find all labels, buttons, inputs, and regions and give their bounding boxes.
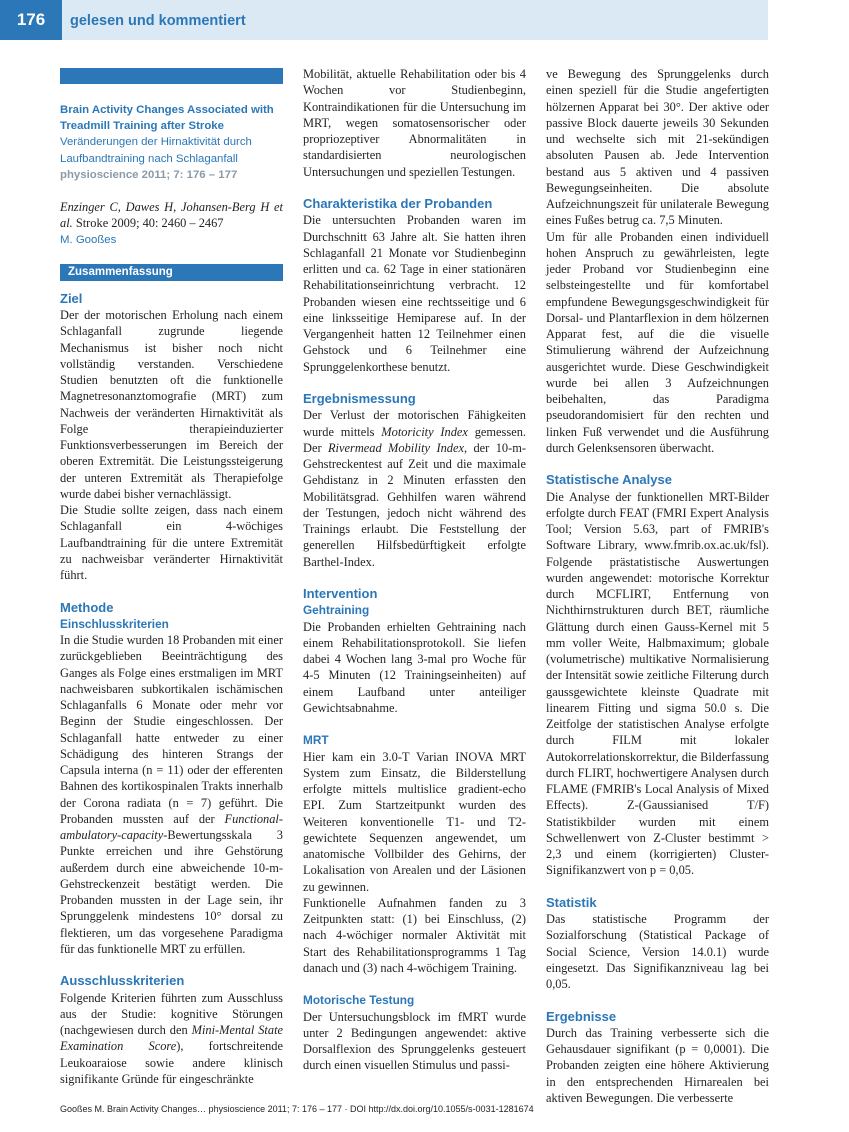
ausschluss-paragraph: Folgende Kriterien führten zum Ausschluss aus der Studie: kognitive Störungen (nachgewiesen durch den Mini-Mental State Examination Score), fortschreitende Leukoaraiose sowie andere klinisch signifikante Gründe für eingeschränkte	[60, 990, 284, 1086]
col3-intro-paragraph-1: ve Bewegung des Sprunggelenks durch einen speziell für die Studie angefertigten hölzernen Apparat bei 30°. Der aktive oder passive Block dauerte jeweils 30 Sekunden und wechselte sich mit 21-sekündigen absoluten Pausen ab. Jede Intervention bestand aus 5 aktiven und 4 passiven Bewegungseinheiten. Die absolute Aufzeichnungszeit für unilaterale Bewegung eines Fußes betrug ca. 7,5 Minuten.	[546, 67, 769, 228]
gehtraining-paragraph: Die Probanden erhielten Gehtraining nach einem Rehabilitationsprotokoll. Sie liefen dabei 4 Wochen lang 3-mal pro Woche für 4-5 Minuten (12 Trainingseinheiten) auf einem Laufband unter anteiliger Gewichtsabnahme.	[303, 619, 526, 715]
mrt-paragraph-2: Funktionelle Aufnahmen fanden zu 3 Zeitpunkten statt: (1) bei Einschluss, (2) nach 4-wöchiger normaler Aktivität mit Start des Rehabilitationsprogramms 1 Tag danach und (3) nach 4-wöchigem Training.	[303, 895, 526, 975]
reviewer: M. Gooßes	[60, 233, 117, 246]
ausschluss-heading: Ausschlusskriterien	[60, 973, 185, 989]
mrt-paragraph-1: Hier kam ein 3.0-T Varian INOVA MRT System zum Einsatz, die Bilderstellung erfolgte mittels multislice gradient-echo EPI. Zum Startzeitpunkt wurden des Weiteren konventionelle T1- und T2-gewichtete Sequenzen angewendet, um anatomische Vollbilder des Gehirns, der Lokalisation von Arealen und der Läsionen zu gewinnen.	[303, 749, 526, 894]
ziel-paragraph-1: Der der motorischen Erholung nach einem Schlaganfall zugrunde liegende Mechanismus ist bisher noch nicht vollständig verstanden. Verschiedene Studien benutzten oft die funktionelle Magnetresonanztomografie (MRT) zum Nachweis der veränderten Hirnaktivität als Folge therapieinduzierter Funktionsverbesserungen im Bereich der oberen Extremität. Die Leistungssteigerung der unteren Extremität als Therapiefolge wurde dabei bisher vernachlässigt.	[60, 308, 283, 501]
section-title: gelesen und kommentiert	[70, 13, 246, 29]
statistische-analyse-heading: Statistische Analyse	[546, 472, 672, 488]
page-number: 176	[0, 0, 62, 40]
einschluss-heading: Einschlusskriterien	[60, 616, 169, 631]
source: Stroke 2009; 40: 2460 – 2467	[72, 216, 224, 231]
column-1	[60, 66, 283, 1087]
decorative-bar	[60, 68, 283, 84]
column-2	[303, 66, 526, 1074]
ergebnismessung-paragraph: Der Verlust der motorischen Fähigkeiten wurde mittels Motoricity Index gemessen. Der Rivermead Mobility Index, der 10-m-Gehstreckentest auf Zeit und die maximale Gehdistanz in 2 Minuten erfassten den Mobilitätsgrad. Gehhilfen waren während der Testungen, jedoch nicht während des Trainings erlaubt. Die Feststellung der generellen Hilfsbedürftigkeit erfolgte Barthel-Index.	[303, 408, 526, 569]
summary-label: Zusammenfassung	[60, 264, 283, 281]
gehtraining-heading: Gehtraining	[303, 603, 370, 618]
ziel-heading: Ziel	[60, 290, 83, 306]
motorische-testung-heading: Motorische Testung	[303, 993, 415, 1008]
article-title-block	[60, 102, 283, 183]
intervention-heading: Intervention	[303, 586, 378, 601]
charakteristika-paragraph: Die untersuchten Probanden waren im Durchschnitt 63 Jahre alt. Sie hatten ihren Schlaganfall 21 Monate vor Studienbeginn erlitten und ca. 62 Tage in einer stationären Rehabilitationseinrichtung verbracht. 12 Probanden wiesen eine rechtsseitige und 6 eine linksseitige Hemiparese auf. In der Vergangenheit hatten 12 Teilnehmer einen Gehstock und 6 Teilnehmer eine Sprunggelenkorthese benutzt.	[303, 213, 526, 374]
ziel-paragraph-2: Die Studie sollte zeigen, dass nach einem Schlaganfall ein 4-wöchiges Laufbandtraining für die untere Extremität zu nachweisbar veränderter Hirnaktivität führt.	[60, 503, 283, 583]
column-3	[546, 66, 769, 1106]
ergebnisse-paragraph: Durch das Training verbesserte sich die Gehausdauer signifikant (p = 0,0001). Die Probanden zeigten eine höhere Aktivierung in den entsprechenden Hirnarealen bei aktiven Bewegungen. Die verbesserte	[546, 1025, 769, 1105]
page-footer: Gooßes M. Brain Activity Changes… physioscience 2011; 7: 176 – 177 · DOI http://dx.doi.org/10.1055/s-0031-1281674	[60, 1104, 534, 1114]
einschluss-paragraph: In die Studie wurden 18 Probanden mit einer zurückgeblieben Beeinträchtigung des Ganges als Folge eines erstmaligen im MRT nachweisbaren subkortikalen ischämischen Schlaganfalls 6 Monate oder mehr vor Beginn der Studie eingeschlossen. Der Schlaganfall hatte entweder zu einer Schädigung des hinteren Strangs der Capsula interna (n = 11) oder der efferenten Bahnen des kortikospinalen Trakts innerhalb der Corona radiata (n = 7) geführt. Die Probanden mussten auf der Functional-ambulatory-capacity-Bewertungsskala 3 Punkte erreichen und ihre Gehstörung außerdem durch eine abweichende 10-m-Gehstreckenzeit bestätigt werden. Die Probanden mussten in der Lage sein, ihr Sprunggelenk mindestens 10° dorsal zu flektieren, um das vorgesehene Paradigma für das funktionelle MRT zu erfüllen.	[60, 633, 283, 956]
article-title-de: Veränderungen der Hirnaktivität durch Laufbandtraining nach Schlaganfall	[60, 136, 252, 165]
statistische-analyse-paragraph: Die Analyse der funktionellen MRT-Bilder erfolgte durch FEAT (FMRI Expert Analysis Tool; Version 5.63, part of FMRIB's Software Library, www.fmrib.ox.ac.uk/fsl). Folgende prästatistische Auswertungen wurden angewendet: motorische Korrektur durch MCFLIRT, Entfernung von Nichthirnstrukturen durch BET, räumliche Glättung durch einen Gauss-Kernel mit 5 mm voller Weite, Halbmaximum; globale (volumetrische) multikative Normalisierung der Intensität sowie zeitliche Filterung durch gaussgewichtete kleinste Quadrate mit linearem Fitting und sigma 50.0 s. Die Zeitfolge der statistischen Analyse erfolgte durch FILM mit lokaler Autokorrelationskorrektur, die Bilderfassung durch FLIRT, hochwertigere Analysen durch FLAME (FMRIB's Local Analysis of Mixed Effects). Z-(Gaussianised T/F) Statistikbilder wurden mit einem Schwellenwert von Z-Cluster bestimmt > 2,3 und einem (korrigierten) Cluster-Signifikanzwert von p = 0,05.	[546, 489, 769, 878]
article-citation: physioscience 2011; 7: 176 – 177	[60, 168, 238, 181]
ergebnisse-heading: Ergebnisse	[546, 1008, 617, 1024]
col2-intro-paragraph: Mobilität, aktuelle Rehabilitation oder bis 4 Wochen vor Studienbeginn, Kontraindikationen für die Untersuchung im MRT, wegen somatosensorischer oder propriozeptiver Abnormalitäten in standardisierten neurologischen Untersuchungen und speziellen Testungen.	[303, 67, 526, 179]
ergebnismessung-heading: Ergebnismessung	[303, 391, 416, 406]
mrt-heading: MRT	[303, 733, 329, 748]
methode-heading: Methode	[60, 599, 114, 615]
charakteristika-heading: Charakteristika der Probanden	[303, 196, 493, 211]
motorische-testung-paragraph: Der Untersuchungsblock im fMRT wurde unter 2 Bedingungen angewendet: aktive Dorsalflexion des Sprunggelenks gesteuert durch einen visuellen Stimulus und passi-	[303, 1009, 526, 1073]
statistik-paragraph: Das statistische Programm der Sozialforschung (Statistical Package of Social Science, Version 14.0.1) wurde eingesetzt. Das Signifikanzniveau lag bei 0,05.	[546, 912, 769, 991]
article-title-en: Brain Activity Changes Associated with Treadmill Training after Stroke	[60, 104, 274, 133]
authors: Enzinger C, Dawes H, Johansen-Berg H et al.	[60, 200, 283, 231]
statistik-heading: Statistik	[546, 894, 597, 910]
col3-intro-paragraph-2: Um für alle Probanden einen individuell hohen Anspruch zu gewährleisten, legte jeder Proband vor Studienbeginn eine selbsteingestellte und für komfortabel empfundene Bewegungsgeschwindigkeit für Dorsal- und Plantarflexion in dem hölzernen Apparat fest, auf die die visuelle Stimulierung während der Aufzeichnung ausgerichtet wurde. Diese Geschwindigkeit wurde bei allen 3 Aufzeichnungen beibehalten, das Paradigma pseudorandomisiert für den rechten und linken Fuß verwendet und die Ausführung durch Gelenksensoren überwacht.	[546, 229, 769, 455]
authors-block	[60, 199, 283, 248]
